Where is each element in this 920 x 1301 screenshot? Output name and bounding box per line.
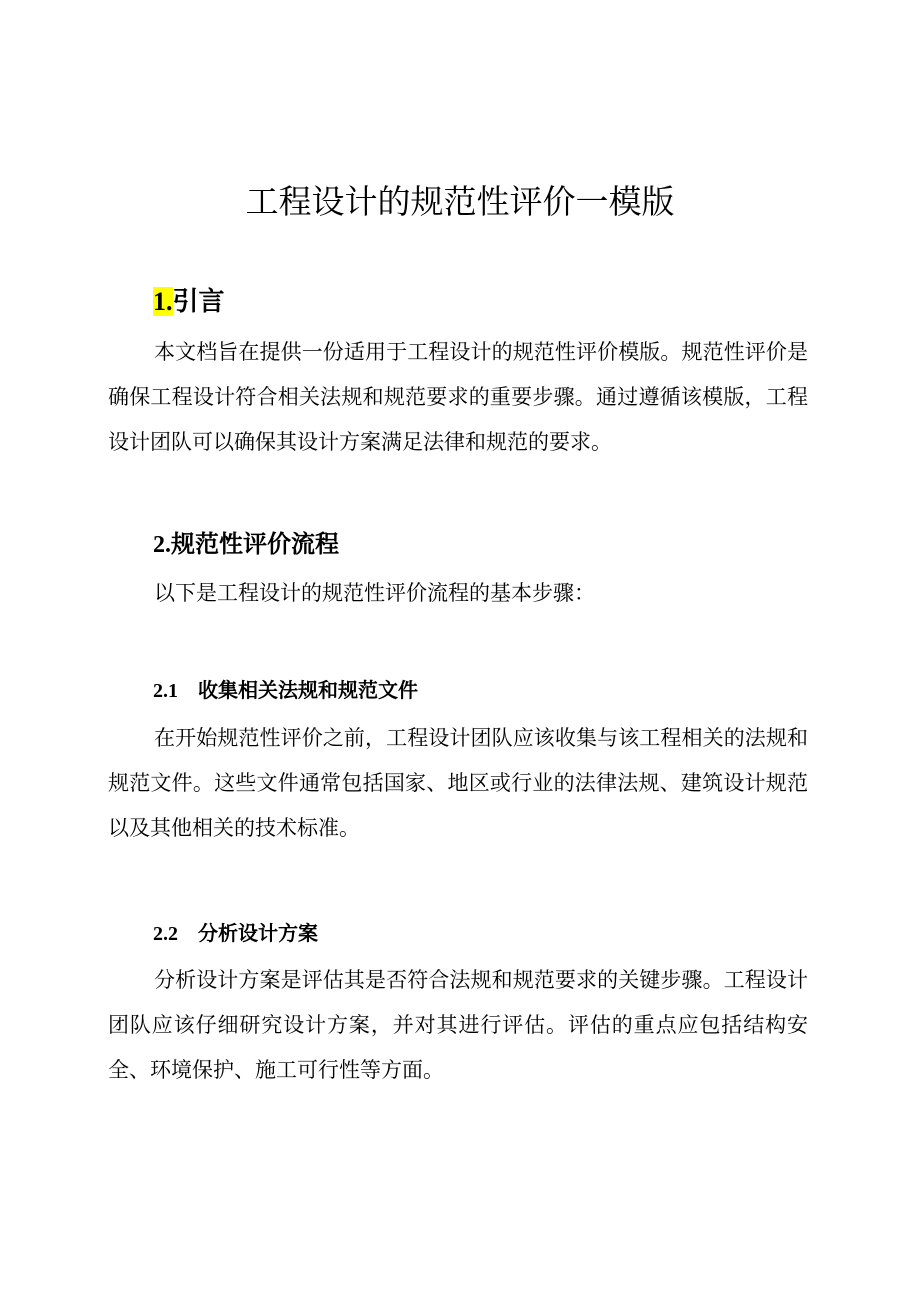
section-2-title: 规范性评价流程 (171, 530, 339, 558)
section-2-heading (153, 526, 339, 563)
section-2-paragraph: 以下是工程设计的规范性评价流程的基本步骤： (154, 581, 595, 605)
subsection-2-1-heading (153, 675, 418, 706)
page-title: 工程设计的规范性评价一模版 (245, 182, 675, 221)
section-1-paragraph: 本文档旨在提供一份适用于工程设计的规范性评价模版。规范性评价是确保工程设计符合相关法规和规范要求的重要步骤。通过遵循该模版，工程设计团队可以确保其设计方案满足法律和规范的要求。 (108, 340, 808, 454)
subsection-2-2-number: 2.2 (153, 923, 178, 945)
subsection-2-1-number: 2.1 (153, 680, 178, 702)
section-1-heading (153, 284, 225, 320)
section-1-title: 引言 (172, 287, 225, 317)
subsection-2-2-title: 分析设计方案 (198, 921, 318, 945)
subsection-2-1-paragraph: 在开始规范性评价之前，工程设计团队应该收集与该工程相关的法规和规范文件。这些文件通常包括国家、地区或行业的法律法规、建筑设计规范以及其他相关的技术标准。 (108, 726, 808, 840)
section-2-number: 2. (153, 532, 171, 558)
subsection-2-2-paragraph: 分析设计方案是评估其是否符合法规和规范要求的关键步骤。工程设计团队应该仔细研究设计方案，并对其进行评估。评估的重点应包括结构安全、环境保护、施工可行性等方面。 (108, 968, 808, 1082)
subsection-2-2-heading (153, 918, 318, 949)
subsection-2-1-title: 收集相关法规和规范文件 (198, 678, 418, 702)
section-1-number: 1. (153, 287, 173, 316)
